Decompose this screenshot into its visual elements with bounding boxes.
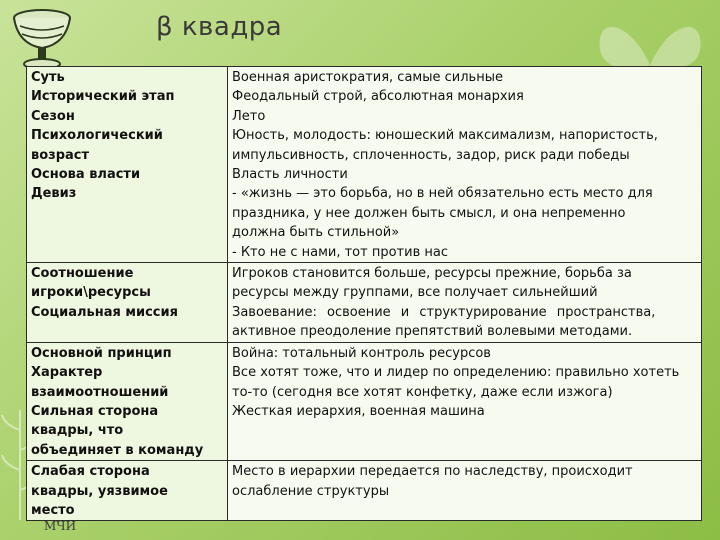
row-value: Место в иерархии передается по наследству, происходит bbox=[232, 464, 633, 480]
row-label: игроки\ресурсы bbox=[31, 285, 151, 301]
row-value bbox=[232, 421, 697, 440]
row-label: Исторический этап bbox=[31, 89, 175, 105]
row-label bbox=[31, 322, 223, 341]
row-label: объединяет в команду bbox=[31, 442, 204, 458]
row-label-cell bbox=[27, 461, 228, 521]
row-value: Завоевание: освоение и структурирование пространства, bbox=[232, 304, 656, 320]
row-label: Основа власти bbox=[31, 167, 141, 183]
row-label: Основной принцип bbox=[31, 345, 172, 361]
row-value: должна быть стильной» bbox=[232, 225, 400, 241]
row-value: ослабление структуры bbox=[232, 483, 390, 499]
row-label: Психологический bbox=[31, 128, 163, 144]
quadra-table bbox=[26, 66, 702, 521]
row-label-cell bbox=[27, 342, 228, 460]
row-label bbox=[31, 204, 223, 223]
row-label: Характер bbox=[31, 365, 103, 381]
row-label: возраст bbox=[31, 147, 90, 163]
row-value-cell bbox=[228, 461, 702, 521]
row-value: Жесткая иерархия, военная машина bbox=[232, 403, 485, 419]
row-value: то-то (сегодня все хотят конфетку, даже если изжога) bbox=[232, 384, 613, 400]
row-value: - «жизнь — это борьба, но в ней обязательно есть место для bbox=[232, 186, 653, 202]
row-value: Все хотят тоже, что и лидер по определению: правильно хотеть bbox=[232, 365, 680, 381]
row-value: праздника, у нее должен быть смысл, и она непременно bbox=[232, 205, 626, 221]
row-label: квадры, что bbox=[31, 423, 124, 439]
row-value: Власть личности bbox=[232, 167, 348, 183]
row-value-cell bbox=[228, 263, 702, 343]
row-label: место bbox=[31, 502, 75, 518]
row-value: Юность, молодость: юношеский максимализм, напористость, bbox=[232, 128, 658, 144]
row-label-cell bbox=[27, 263, 228, 343]
row-label: Сильная сторона bbox=[31, 403, 159, 419]
table-row bbox=[27, 342, 702, 460]
row-label: Соотношение bbox=[31, 266, 134, 282]
row-value: - Кто не с нами, тот против нас bbox=[232, 244, 448, 260]
row-value bbox=[232, 441, 697, 460]
table-row bbox=[27, 67, 702, 263]
row-value: Военная аристократия, самые сильные bbox=[232, 70, 503, 85]
row-label-cell bbox=[27, 67, 228, 263]
footer-logo-text: МЧИ bbox=[44, 519, 77, 533]
row-label bbox=[31, 223, 223, 242]
row-value: Война: тотальный контроль ресурсов bbox=[232, 345, 491, 361]
row-value bbox=[232, 501, 697, 520]
row-label: Социальная миссия bbox=[31, 304, 178, 320]
row-value: ресурсы между группами, все получает сильнейший bbox=[232, 285, 598, 301]
row-label: Сезон bbox=[31, 108, 75, 124]
table-row bbox=[27, 263, 702, 343]
row-value-cell bbox=[228, 342, 702, 460]
row-label: взаимоотношений bbox=[31, 384, 169, 400]
row-label: Слабая сторона bbox=[31, 464, 150, 480]
row-value: Игроков становится больше, ресурсы прежние, борьба за bbox=[232, 266, 632, 282]
row-label: Девиз bbox=[31, 186, 77, 202]
row-label bbox=[31, 243, 223, 262]
row-value: Лето bbox=[232, 108, 266, 124]
row-value: активное преодоление препятствий волевыми методами. bbox=[232, 324, 633, 340]
row-value-cell bbox=[228, 67, 702, 263]
table-row bbox=[27, 461, 702, 521]
row-value: Феодальный строй, абсолютная монархия bbox=[232, 89, 524, 105]
row-value: импульсивность, сплоченность, задор, риск ради победы bbox=[232, 147, 630, 163]
row-label: Суть bbox=[31, 70, 65, 85]
page-title: β квадра bbox=[156, 12, 283, 42]
row-label: квадры, уязвимое bbox=[31, 483, 168, 499]
